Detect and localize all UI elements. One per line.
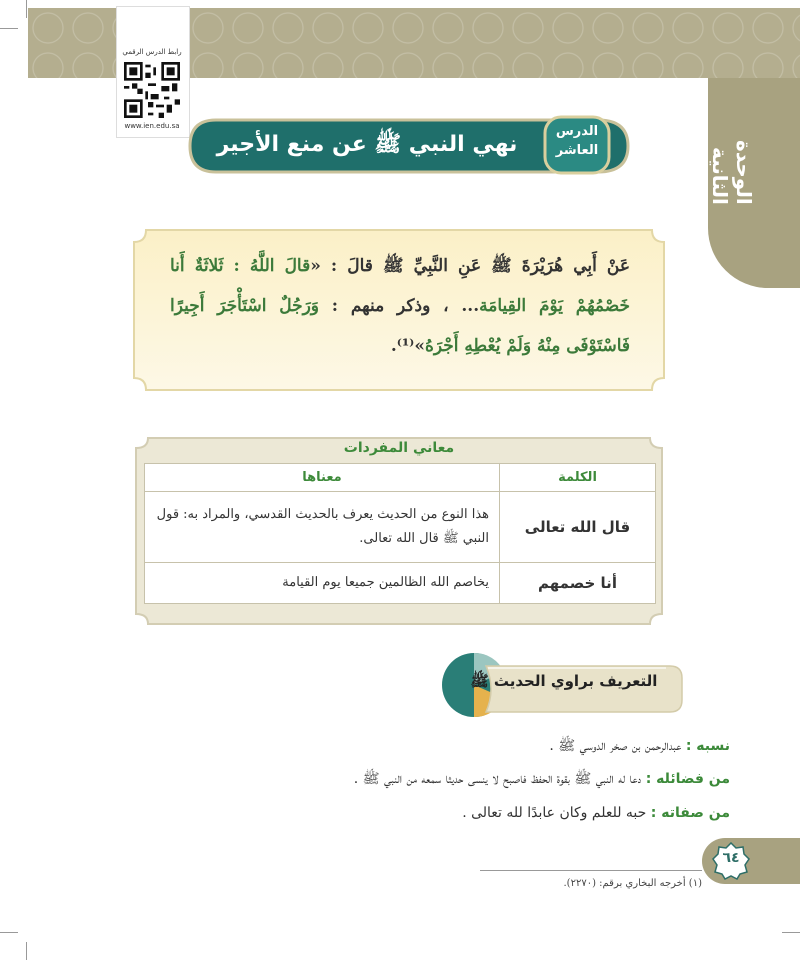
traits-text: حبه للعلم وكان عابدًا لله تعالى . [462,805,651,821]
hadith-intro: عَنْ أَبِي هُرَيْرَةَ ﷺ عَنِ النَّبِيِّ ﷺ قالَ : « [310,256,631,276]
narrator-traits [110,805,730,821]
vocab-word: أنا خصمهم [500,563,656,604]
lesson-title: نهي النبي ﷺ عن منع الأجير أجرته [216,132,518,203]
footnote-divider [480,870,702,871]
vocab-meaning: هذا النوع من الحديث يعرف بالحديث القدسي، والمراد به: قول النبي ﷺ قال الله تعالى. [145,492,500,563]
hadith-quote-1: قالَ اللَّهُ : ثَلاثَةٌ أَنا خَصْمُهُمْ يَوْمَ القِيامَة [170,256,631,316]
lesson-label-line1: الدرس [555,124,599,139]
vocab-meaning: يخاصم الله الظالمين جميعا يوم القيامة [145,563,500,604]
hadith-narration: ... ، وذكر منهم : [319,296,480,316]
hadith-text [170,246,630,366]
hadith-quote-2: وَرَجُلٌ اسْتَأْجَرَ أَجِيرًا فَاسْتَوْفَى مِنْهُ وَلَمْ يُعْطِهِ أَجْرَهُ [170,296,630,356]
vocab-title: معاني المفردات [343,440,455,456]
footnote: (١) أخرجه البخاري برقم: (٢٢٧٠). [563,878,702,889]
qr-url: www.ien.edu.sa [124,122,180,130]
narrator-heading: التعريف براوي الحديث ﷺ [470,672,658,690]
virtues-label: من فضائله : [645,771,730,787]
narrator-lineage [110,737,730,757]
page-number: ٦٤ [722,850,740,866]
vocab-word: قال الله تعالى [500,492,656,563]
table-row [145,563,656,604]
crop-mark [0,28,18,29]
qr-code-icon[interactable] [124,62,180,118]
hadith-end: »⁽¹⁾. [390,336,425,356]
virtues-text: دعا له النبي ﷺ بقوة الحفظ فاصبح لا ينسى حديثا سمعه من النبي ﷺ . [353,771,646,787]
crop-mark [0,932,18,933]
table-row [145,492,656,563]
crop-mark [26,0,27,18]
vocab-header-word: الكلمة [500,464,656,492]
vocab-header-meaning: معناها [145,464,500,492]
qr-label: رابط الدرس الرقمي [122,48,182,56]
lesson-label-line2: العاشر [555,143,599,158]
lineage-label: نسبه : [685,738,730,754]
traits-label: من صفاته : [650,805,730,821]
lesson-number-label [544,122,610,160]
crop-mark [782,932,800,933]
crop-mark [26,942,27,960]
unit-title: الوحدة الثانية [708,140,756,205]
narrator-virtues [110,770,730,790]
vocab-table [144,463,656,604]
lineage-text: عبدالرحمن بن صخر الدوسي ﷺ . [549,738,686,754]
